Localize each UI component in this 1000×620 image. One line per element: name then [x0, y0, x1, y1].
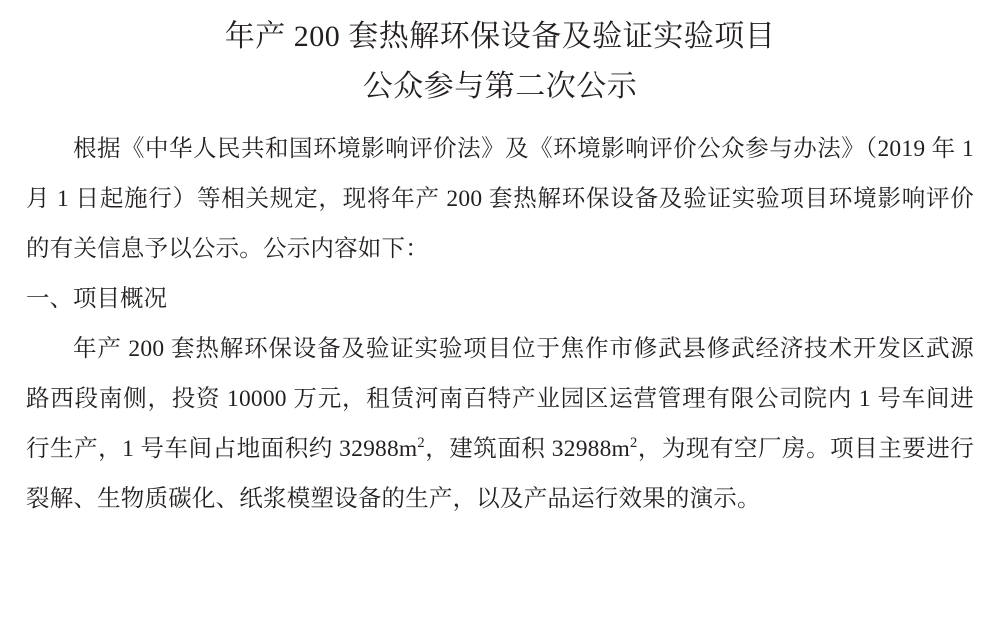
- paragraph-project-overview: [26, 324, 974, 524]
- section-heading-project-overview: 一、项目概况: [26, 286, 167, 312]
- paragraph-basis: 根据《中华人民共和国环境影响评价法》及《环境影响评价公众参与办法》（2019 年 1 月 1 日起施行）等相关规定，现将年产 200 套热解环保设备及验证实验项目环境影响评价的有关信息予以公示。公示内容如下：: [26, 136, 974, 262]
- page-title: [26, 14, 974, 110]
- area-superscript-1: 2: [417, 435, 425, 452]
- page-title-line-1: 年产 200 套热解环保设备及验证实验项目: [224, 20, 776, 53]
- area-superscript-2: 2: [630, 435, 638, 452]
- paragraph-project-overview-text-1: 年产 200 套热解环保设备及验证实验项目位于焦作市修武县修武经济技术开发区武源路西段南侧，投资 10000 万元，租赁河南百特产业园区运营管理有限公司院内 1 号车间进行生产，1 号车间占地面积约 32988m: [26, 336, 974, 462]
- paragraph-project-overview-text-2: ，建筑面积 32988m: [424, 436, 631, 462]
- page-title-line-2: 公众参与第二次公示: [362, 70, 638, 103]
- paragraph-project-overview-text-3: ，为现有空厂房。项目主要进行裂解、生物质碳化、纸浆模塑设备的生产，以及产品运行效果的演示。: [26, 436, 974, 512]
